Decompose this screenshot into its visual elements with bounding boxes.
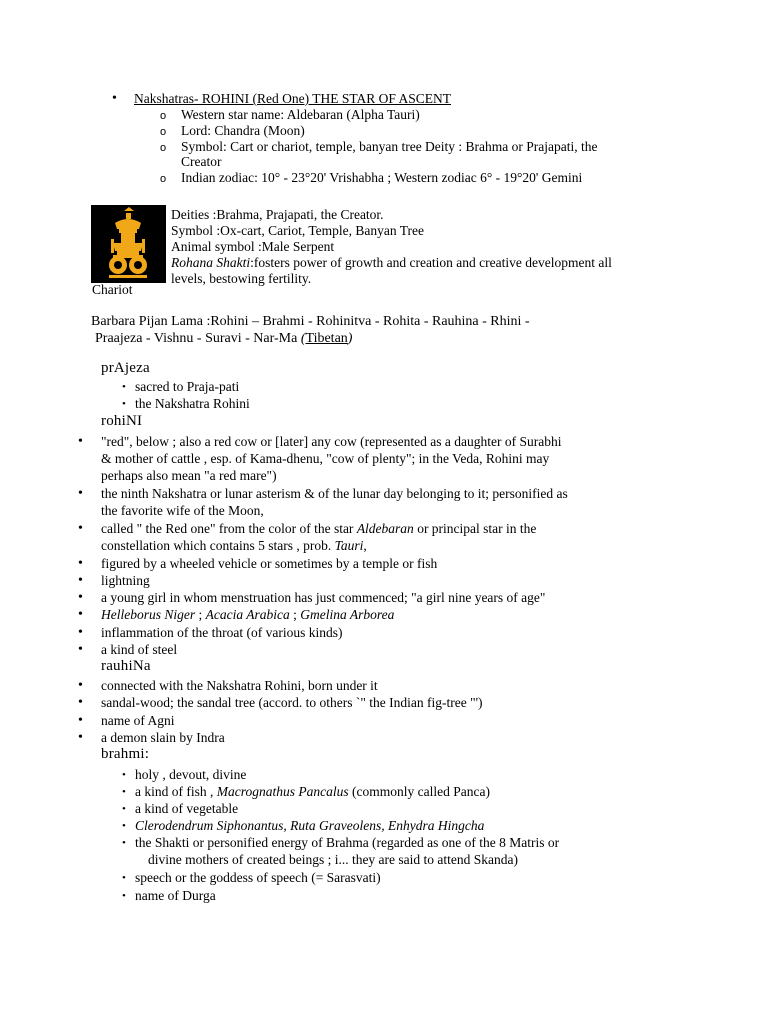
header-item: Lord: Chandra (Moon) [181, 123, 305, 138]
rohana-shakti-line [171, 254, 612, 271]
list-item: Clerodendrum Siphonantus, Ruta Graveolens, Enhydra Hingcha [135, 818, 485, 833]
header-item: Western star name: Aldebaran (Alpha Tauri) [181, 107, 420, 122]
list-item-cont [101, 537, 367, 554]
list-item: the Shakti or personified energy of Brahma (regarded as one of the 8 Matris or [135, 835, 560, 850]
bullet: • [122, 890, 126, 902]
names-line-2 [95, 330, 352, 347]
list-item: sacred to Praja-pati [135, 379, 240, 394]
section-heading-rauhina: rauhiNa [101, 658, 151, 674]
bullet: • [78, 642, 83, 657]
separator: ; [195, 607, 206, 622]
bullet: • [122, 398, 126, 410]
list-item: a demon slain by Indra [101, 730, 225, 745]
bullet: • [78, 730, 83, 745]
text: or principal star in the [413, 521, 537, 536]
list-item [135, 783, 490, 800]
names-line-1: Barbara Pijan Lama :Rohini – Brahmi - Rohinitva - Rohita - Rauhina - Rhini - [91, 314, 530, 329]
bullet: • [78, 678, 83, 693]
list-item-cont: & mother of cattle , esp. of Kama-dhenu, "cow of plenty"; in the Veda, Rohini may [101, 451, 550, 466]
tibetan-label: Tibetan [305, 331, 348, 346]
sub-bullet: o [160, 173, 167, 185]
section-heading-rohini: rohiNI [101, 413, 143, 429]
list-item: lightning [101, 573, 150, 588]
list-item: speech or the goddess of speech (= Sarasvati) [135, 870, 381, 885]
bullet: • [78, 556, 83, 571]
rohana-shakti-line-2: levels, bestowing fertility. [171, 271, 312, 286]
bullet: • [122, 803, 126, 815]
bullet: • [78, 607, 83, 622]
section-heading-prajeza: prAjeza [101, 360, 150, 376]
list-item: name of Agni [101, 713, 175, 728]
star-name: Aldebaran [356, 521, 414, 536]
names-text: Praajeza - Vishnu - Suravi - Nar-Ma [95, 331, 301, 346]
bullet: • [78, 625, 83, 640]
sub-bullet: o [160, 142, 167, 154]
separator: ; [289, 607, 301, 622]
page-title: Nakshatras- ROHINI (Red One) THE STAR OF ASCENT [134, 91, 452, 106]
list-item: name of Durga [135, 888, 216, 903]
list-item-cont: divine mothers of created beings ; i... they are said to attend Skanda) [148, 852, 519, 867]
list-item-cont: perhaps also mean "a red mare") [101, 468, 277, 483]
header-item: Indian zodiac: 10° - 23°20' Vrishabha ; Western zodiac 6° - 19°20' Gemini [181, 170, 583, 185]
plant-name: Helleborus Niger [101, 607, 196, 622]
bullet: • [78, 434, 83, 449]
bullet: • [112, 91, 117, 106]
chariot-icon [91, 205, 166, 283]
chariot-image [91, 205, 166, 283]
bullet: • [122, 820, 126, 832]
bullet: • [78, 521, 83, 536]
text: called " the Red one" from the color of the star [101, 521, 357, 536]
header-item: Symbol: Cart or chariot, temple, banyan tree Deity : Brahma or Prajapati, the [181, 139, 598, 154]
list-item: connected with the Nakshatra Rohini, born under it [101, 678, 378, 693]
bullet: • [78, 695, 83, 710]
plant-name: Acacia Arabica [205, 607, 290, 622]
list-item [101, 520, 536, 537]
image-caption: Chariot [92, 282, 133, 297]
symbol-line: Symbol :Ox-cart, Cariot, Temple, Banyan Tree [171, 223, 425, 238]
text: constellation which contains 5 stars , prob. [101, 538, 335, 553]
bullet: • [78, 590, 83, 605]
rohana-shakti-term: Rohana Shakti [171, 255, 251, 270]
list-item: the Nakshatra Rohini [135, 396, 250, 411]
list-item: "red", below ; also a red cow or [later] any cow (represented as a daughter of Surabhi [101, 434, 562, 449]
bullet: • [78, 713, 83, 728]
list-item: inflammation of the throat (of various kinds) [101, 625, 343, 640]
paren-open: ( [300, 331, 306, 346]
list-item-cont: the favorite wife of the Moon, [101, 503, 264, 518]
bullet: • [122, 769, 126, 781]
list-item [101, 606, 394, 623]
header-item: Creator [181, 154, 222, 169]
list-item: a kind of steel [101, 642, 178, 657]
list-item: the ninth Nakshatra or lunar asterism & of the lunar day belonging to it; personified as [101, 486, 568, 501]
animal-symbol-line: Animal symbol :Male Serpent [171, 239, 335, 254]
text: (commonly called Panca) [348, 784, 490, 799]
rohana-shakti-desc: :fosters power of growth and creation and creative development all [250, 255, 612, 270]
list-item: holy , devout, divine [135, 767, 247, 782]
sub-bullet: o [160, 110, 167, 122]
fish-name: Macrognathus Pancalus [216, 784, 349, 799]
list-item: a kind of vegetable [135, 801, 239, 816]
bullet: • [78, 486, 83, 501]
text: , [363, 538, 367, 553]
constellation-name: Tauri [334, 538, 364, 553]
paren-close: ) [347, 331, 353, 346]
deities-line: Deities :Brahma, Prajapati, the Creator. [171, 207, 384, 222]
list-item: figured by a wheeled vehicle or sometimes by a temple or fish [101, 556, 438, 571]
sub-bullet: o [160, 126, 167, 138]
section-heading-brahmi: brahmi: [101, 746, 150, 762]
bullet: • [122, 786, 126, 798]
plant-name: Gmelina Arborea [300, 607, 395, 622]
bullet: • [122, 872, 126, 884]
text: a kind of fish , [135, 784, 217, 799]
bullet: • [122, 837, 126, 849]
bullet: • [78, 573, 83, 588]
list-item: sandal-wood; the sandal tree (accord. to others `" the Indian fig-tree "') [101, 695, 483, 710]
bullet: • [122, 381, 126, 393]
list-item: a young girl in whom menstruation has just commenced; "a girl nine years of age" [101, 590, 546, 605]
